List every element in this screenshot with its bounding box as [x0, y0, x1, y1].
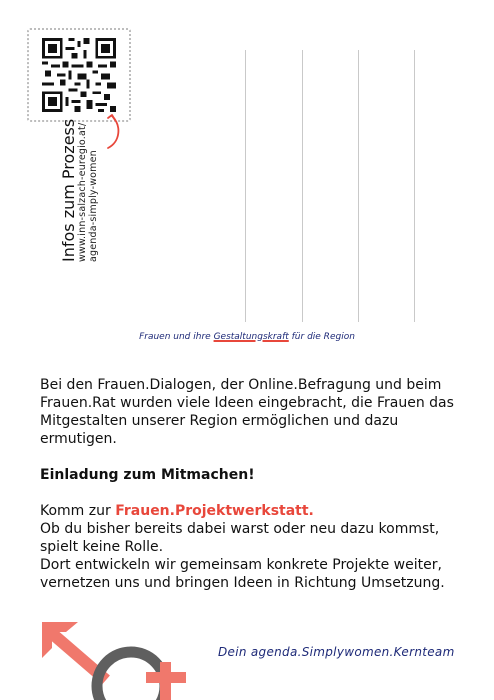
side-url-line1[interactable]: www.inn-salzach-euregio.at/	[77, 122, 89, 262]
side-info-block	[60, 119, 100, 262]
tagline	[0, 332, 494, 342]
workshop-description: Dort entwickeln wir gemeinsam konkrete Projekte weiter, vernetzen uns und bringen Ideen in Richtung Umsetzung.	[40, 557, 445, 591]
invite-prefix: Komm zur	[40, 503, 116, 519]
address-line	[414, 50, 415, 322]
invite-line	[40, 502, 470, 520]
agenda-women-logo	[36, 618, 216, 700]
curved-arrow-icon	[100, 112, 124, 152]
side-title: Infos zum Prozess	[59, 118, 78, 262]
workshop-name: Frauen.Projektwerkstatt.	[115, 503, 314, 519]
address-line	[358, 50, 359, 322]
participation-paragraph: Ob du bisher bereits dabei warst oder neu dazu kommst, spielt keine Rolle.	[40, 521, 440, 555]
body-text	[40, 376, 470, 592]
qr-code-stamp[interactable]	[27, 28, 131, 122]
tagline-before: Frauen und ihre	[139, 332, 214, 342]
address-line	[245, 50, 246, 322]
tagline-emphasis: Gestaltungskraft	[213, 332, 289, 342]
side-url-line2[interactable]: agenda-simply-women	[88, 150, 100, 262]
address-line	[302, 50, 303, 322]
intro-paragraph: Bei den Frauen.Dialogen, der Online.Befragung und beim Frauen.Rat wurden viele Ideen eingebracht, die Frauen das Mitgestalten unserer Region ermöglichen und dazu ermutigen.	[40, 377, 454, 447]
invitation-heading: Einladung zum Mitmachen!	[40, 467, 255, 483]
tagline-after: für die Region	[288, 332, 355, 342]
signature: Dein agenda.Simplywomen.Kernteam	[218, 645, 455, 659]
qr-code-icon	[42, 38, 116, 112]
